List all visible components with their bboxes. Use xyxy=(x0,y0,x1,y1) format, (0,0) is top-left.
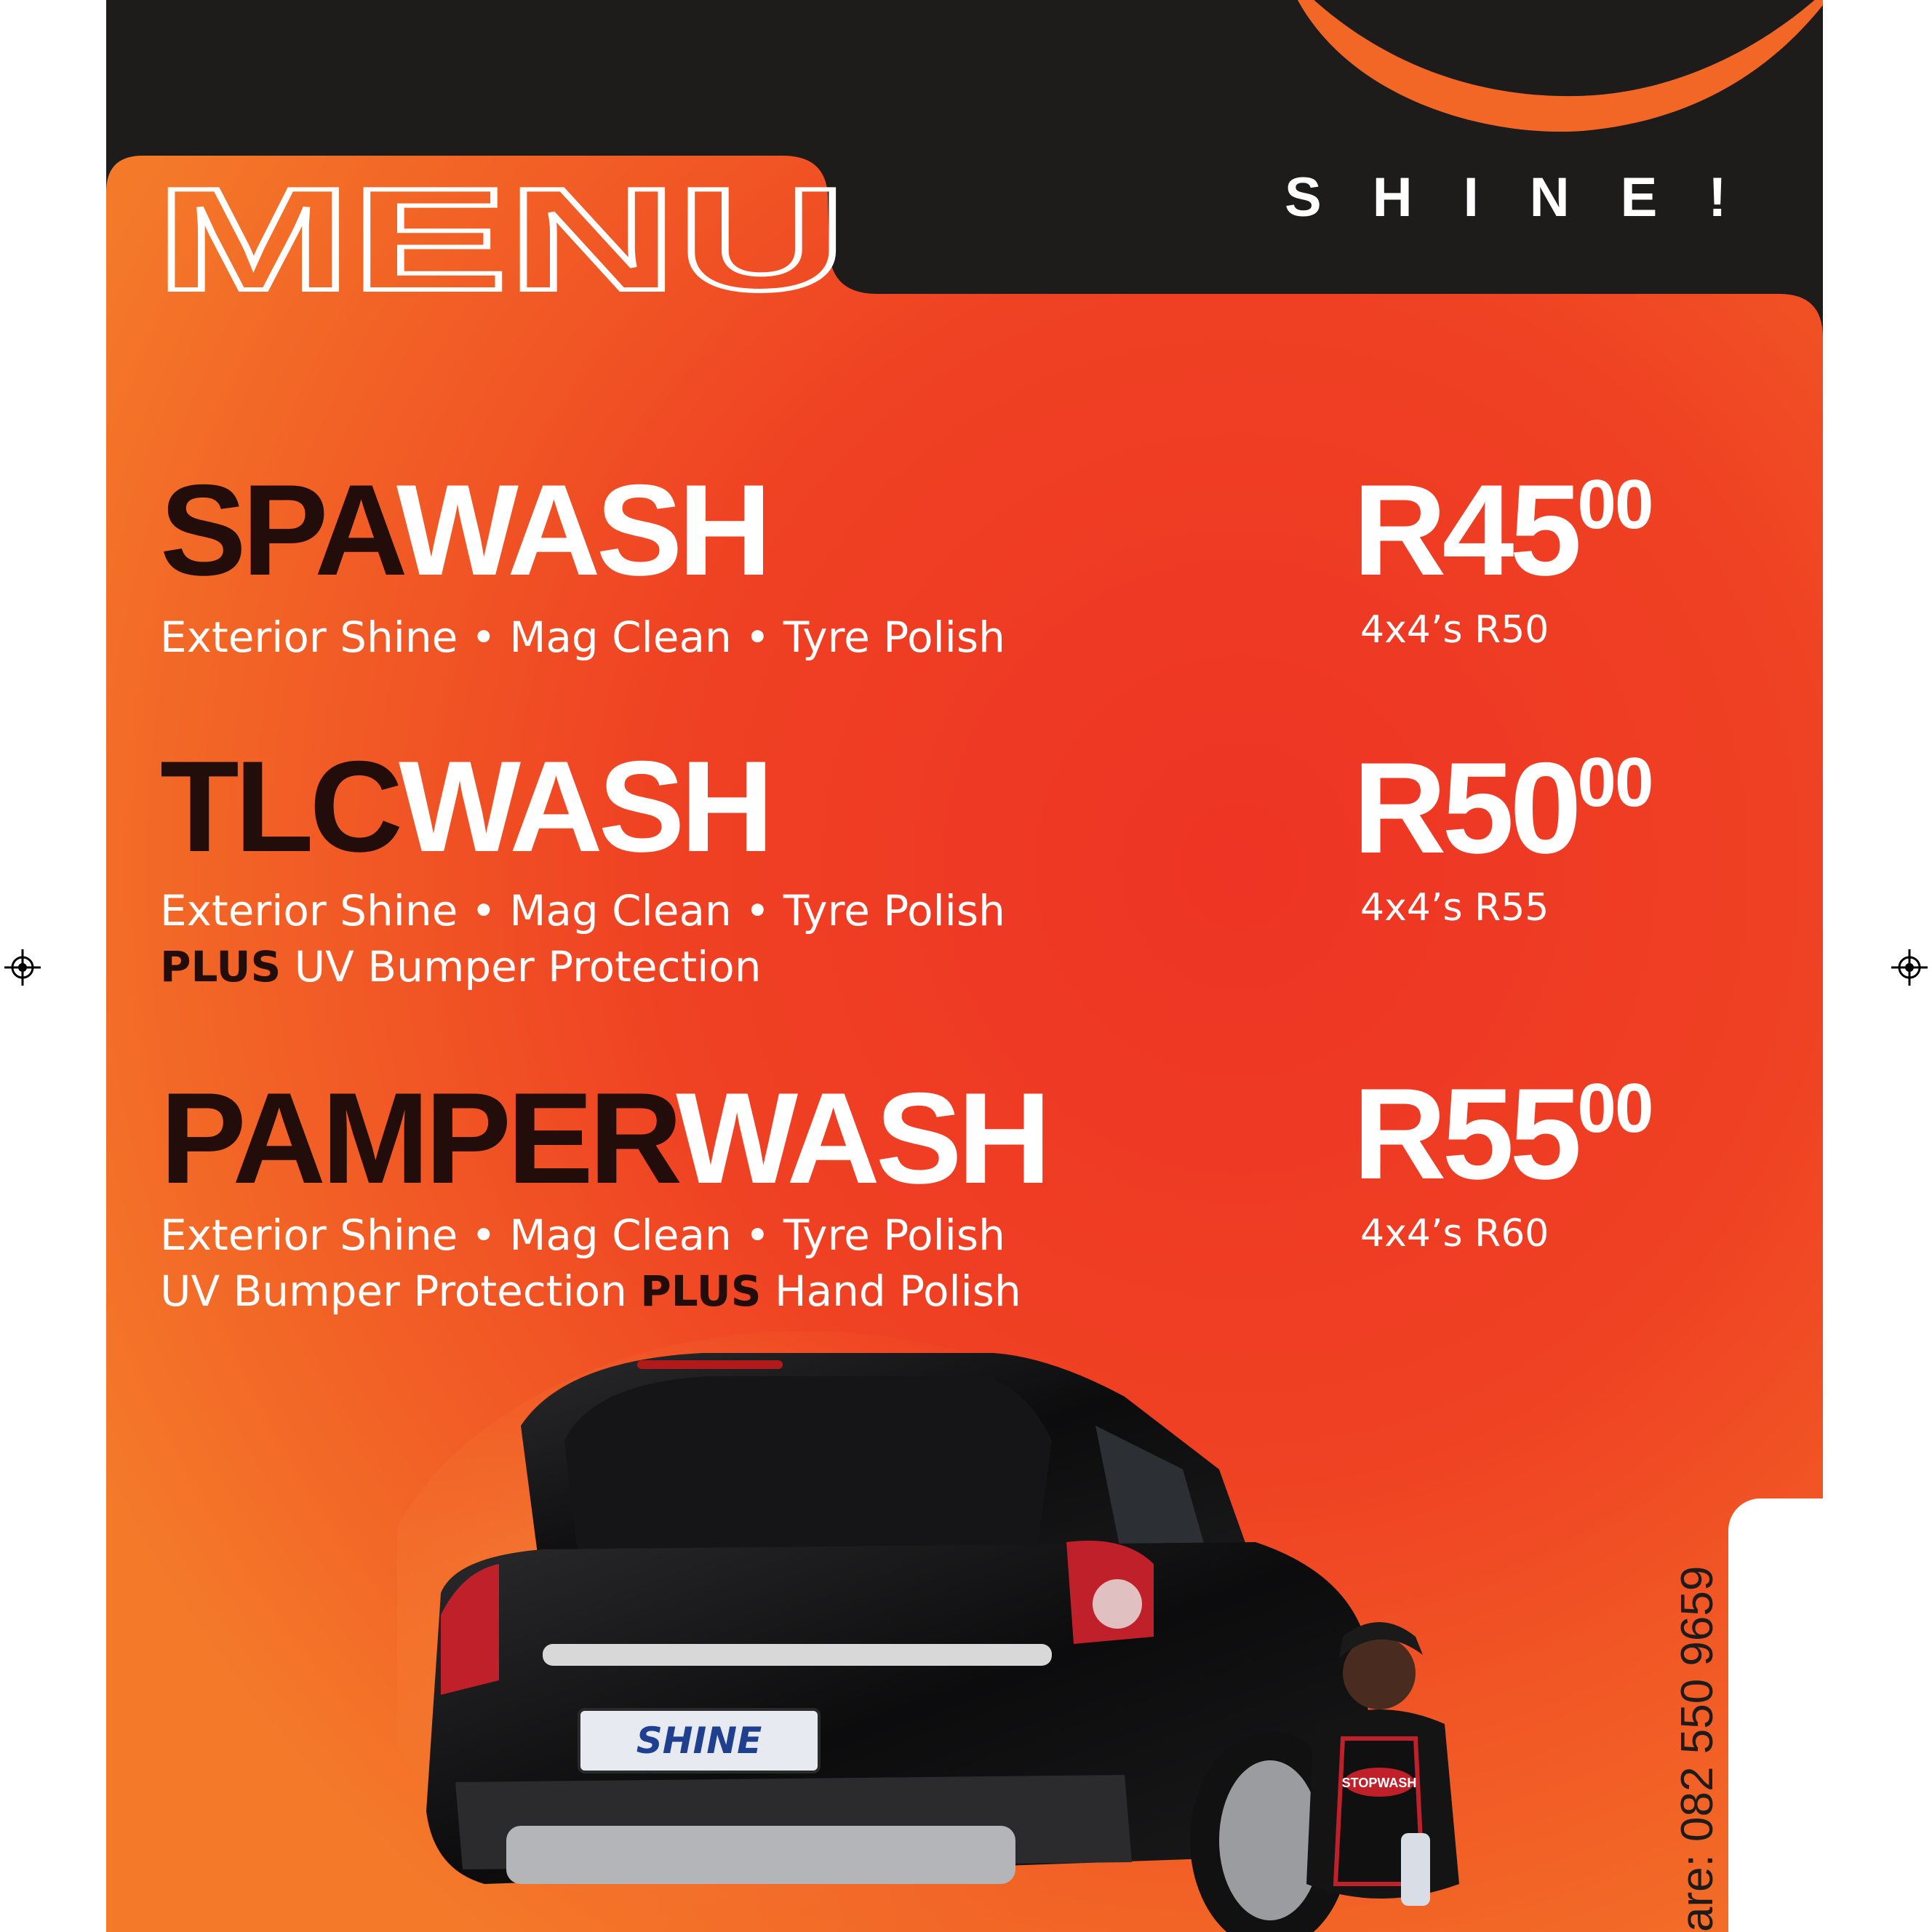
menu-poster xyxy=(106,0,1823,1932)
logo-swoosh-icon xyxy=(1241,0,1823,145)
item-extra: PLUS UV Bumper Protection xyxy=(160,941,762,991)
menu-title xyxy=(150,160,877,320)
item-name: PAMPERWASH xyxy=(160,1066,1047,1210)
price-4x4: 4x4’s R55 xyxy=(1360,886,1549,930)
price-main: $R55^{00}$ xyxy=(1353,1061,1653,1206)
contact-tab xyxy=(1728,1498,1823,1932)
item-description: Exterior Shine • Mag Clean • Tyre Polish xyxy=(160,612,1005,662)
registration-mark-icon xyxy=(4,949,41,986)
menu-title-text: MENU xyxy=(156,160,847,320)
price-main: $R45^{00}$ xyxy=(1353,458,1653,602)
price-pamperwash xyxy=(1353,1061,1789,1256)
slogan: SHINE! xyxy=(1285,167,1778,228)
price-spawash xyxy=(1353,458,1789,652)
menu-item-tlcwash xyxy=(160,734,1324,994)
menu-item-spawash xyxy=(160,458,1324,666)
contact-phone: are: 082 550 9659 xyxy=(1672,1565,1723,1932)
item-extra: UV Bumper Protection PLUS Hand Polish xyxy=(160,1266,1021,1316)
menu-item-pamperwash xyxy=(160,1066,1324,1319)
item-description: Exterior Shine • Mag Clean • Tyre Polish xyxy=(160,1210,1005,1260)
item-description: Exterior Shine • Mag Clean • Tyre Polish xyxy=(160,886,1005,935)
car-icon xyxy=(397,1331,1590,1932)
item-name: TLCWASH xyxy=(160,734,770,879)
item-name: SPAWASH xyxy=(160,458,767,602)
price-4x4: 4x4’s R60 xyxy=(1360,1212,1549,1256)
registration-mark-icon xyxy=(1891,949,1928,986)
price-tlcwash xyxy=(1353,735,1789,930)
price-main: $R50^{00}$ xyxy=(1353,735,1653,880)
apron-logo-text: STOPWASH xyxy=(1341,1776,1417,1790)
plate-text: SHINE xyxy=(636,1720,762,1762)
price-4x4: 4x4’s R50 xyxy=(1360,608,1549,652)
